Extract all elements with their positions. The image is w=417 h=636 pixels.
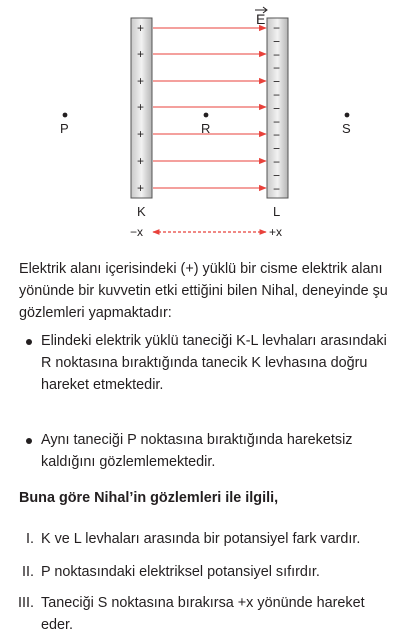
- plus-charge-sign: +: [137, 127, 145, 141]
- field-label: E: [256, 11, 266, 27]
- plate-l-label: L: [273, 204, 281, 219]
- bullet-dot-icon: [26, 438, 32, 444]
- minus-charge-sign: −: [273, 88, 281, 102]
- electric-field-diagram: [0, 0, 417, 245]
- plus-charge-sign: +: [137, 181, 145, 195]
- bullet-observation-2: Aynı taneciği P noktasına bıraktığında hareketsiz kaldığını gözlemlemektedir.: [41, 432, 353, 470]
- axis-neg-label: −x: [130, 225, 144, 239]
- field-lines: [153, 28, 266, 188]
- bullet-observation-1: Elindeki elektrik yüklü taneciği K-L levhaları arasındaki R noktasına bıraktığında tanecik K levhasına doğru hareket etmektedir.: [41, 333, 387, 393]
- minus-charge-sign: −: [273, 114, 281, 129]
- plate-k-label: K: [137, 204, 146, 219]
- plate-l-charges: [273, 21, 280, 196]
- point-p-label: P: [60, 121, 69, 136]
- minus-charge-sign: −: [273, 181, 281, 196]
- plus-charge-sign: +: [137, 74, 145, 88]
- bullet-dot-icon: [26, 339, 32, 345]
- question-heading: Buna göre Nihal’in gözlemleri ile ilgili,: [19, 490, 279, 506]
- statement-2-text: P noktasındaki elektriksel potansiyel sıfırdır.: [41, 564, 320, 580]
- point-r-label: R: [201, 121, 211, 136]
- minus-charge-sign: −: [273, 101, 281, 116]
- minus-charge-sign: −: [273, 34, 281, 49]
- minus-charge-sign: −: [273, 21, 281, 35]
- point-p-dot: [63, 113, 68, 118]
- point-s-label: S: [342, 121, 351, 136]
- point-s-dot: [345, 113, 350, 118]
- minus-charge-sign: −: [273, 128, 281, 143]
- axis-pos-label: +x: [269, 225, 283, 239]
- statement-1-text: K ve L levhaları arasında bir potansiyel fark vardır.: [41, 531, 361, 547]
- statement-1-number: I.: [26, 531, 34, 547]
- plus-charge-sign: +: [137, 100, 145, 114]
- plus-charge-sign: +: [137, 154, 145, 168]
- statement-3-number: III.: [18, 595, 34, 611]
- point-r-dot: [204, 113, 209, 118]
- intro-paragraph: Elektrik alanı içerisindeki (+) yüklü bir cisme elektrik alanı yönünde bir kuvvetin etki ettiğini bilen Nihal, deneyinde şu gözlemleri yapmaktadır:: [19, 261, 388, 321]
- plus-charge-sign: +: [137, 47, 145, 61]
- minus-charge-sign: −: [273, 141, 281, 156]
- statement-2-number: II.: [22, 564, 34, 580]
- minus-charge-sign: −: [273, 168, 281, 183]
- statement-3-text: Taneciği S noktasına bırakırsa +x yönünde hareket eder.: [41, 595, 365, 633]
- minus-charge-sign: −: [273, 74, 281, 89]
- minus-charge-sign: −: [273, 61, 281, 76]
- plus-charge-sign: +: [137, 21, 145, 35]
- minus-charge-sign: −: [273, 155, 281, 169]
- minus-charge-sign: −: [273, 47, 281, 62]
